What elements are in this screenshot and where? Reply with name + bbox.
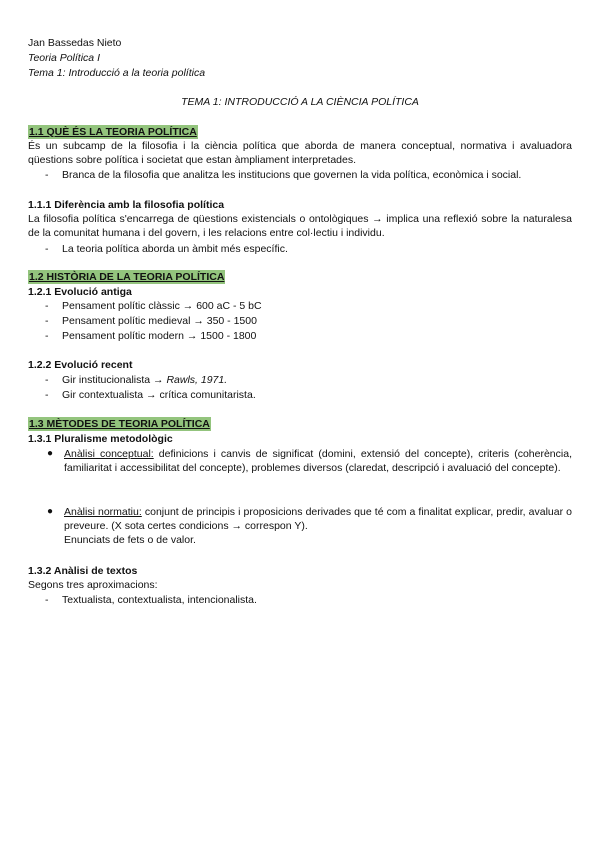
list-item: ● Anàlisi conceptual: definicions i canvis de significat (domini, extensió del concepte), criteris (coherència, familiaritat i accessibilitat del concepte), problemes diversos (claredat, descripció i avaluació del concepte).	[47, 448, 572, 474]
list-item: ● Anàlisi normatiu: conjunt de principis i proposicions derivades que té com a finalitat explicar, predir, avaluar o preveure. (X sota certes condicions → correspon Y). Enunciats de fets o de valor.	[47, 506, 572, 546]
section-1-3-2-intro: Segons tres aproximacions:	[28, 579, 158, 591]
section-1-2-2-heading: 1.2.2 Evolució recent	[28, 359, 133, 371]
dash-marker: -	[45, 169, 49, 181]
document-page: Jan Bassedas Nieto Teoria Política I Tema 1: Introducció a la teoria política TEMA 1: INTRODUCCIÓ A LA CIÈNCIA POLÍTICA 1.1 QUÈ ÉS LA TEORIA POLÍTICA És un subcamp de la filosofia i la ciència política que aborda de manera conceptual, normativa i avaluadora qüestions sobre política i societat que estan àmpliament interpretades. - Branca de la filosofia que analitza les institucions que governen la vida política, econòmica i social. 1.1.1 Diferència amb la filosofia política La filosofia política s'encarrega de qüestions existencials o ontològiques → implica una reflexió sobre la naturalesa de la comunitat humana i del govern, i les relacions entre col·lectiu i individu. - La teoria política aborda un àmbit més específic. 1.2 HISTÒRIA DE LA TEORIA POLÍTICA 1.2.1 Evolució antiga - Pensament polític clàssic → 600 aC - 5 bC - Pensament polític medieval → 350 - 1500 - Pensament polític modern → 1500 - 1800 1.2.2 Evolució recent - Gir institucionalista → Rawls, 1971. - Gir contextualista → crítica comunitarista. 1.3 MÈTODES DE TEORIA POLÍTICA 1.3.1 Pluralisme metodològic ● Anàlisi conceptual: definicions i canvis de significat (domini, extensió del concepte), criteris (coherència, familiaritat i accessibilitat del concepte), problemes diversos (claredat, descripció i avaluació del concepte). ● Anàlisi normatiu: conjunt de principis i proposicions derivades que té com a finalitat explicar, predir, avaluar o preveure. (X sota certes condicions → correspon Y). Enunciats de fets o de valor. 1.3.2 Anàlisi de textos Segons tres aproximacions: - Textualista, contextualista, intencionalista.	[0, 0, 600, 848]
section-1-3-1-heading: 1.3.1 Pluralisme metodològic	[28, 433, 173, 445]
section-1-2-1-heading: 1.2.1 Evolució antiga	[28, 286, 132, 298]
course-name: Teoria Política I	[28, 52, 100, 64]
section-1-2-heading: 1.2 HISTÒRIA DE LA TEORIA POLÍTICA	[29, 271, 225, 283]
dash-marker: -	[45, 243, 49, 255]
section-1-1-heading: 1.1 QUÈ ÉS LA TEORIA POLÍTICA	[29, 126, 197, 138]
section-1-1-1-heading: 1.1.1 Diferència amb la filosofia política	[28, 199, 225, 211]
bullet-icon: ●	[47, 506, 54, 517]
topic-name: Tema 1: Introducció a la teoria política	[28, 67, 206, 79]
section-1-3-2-heading: 1.3.2 Anàlisi de textos	[28, 565, 138, 577]
section-1-1-paragraph: És un subcamp de la filosofia i la ciència política que aborda de manera conceptual, normativa i avaluadora qüestions sobre política i societat que estan àmpliament interpretades.	[28, 140, 572, 166]
document-title: TEMA 1: INTRODUCCIÓ A LA CIÈNCIA POLÍTICA	[181, 96, 419, 108]
section-1-3-heading: 1.3 MÈTODES DE TEORIA POLÍTICA	[29, 418, 210, 430]
section-1-1-1-paragraph: La filosofia política s'encarrega de qüestions existencials o ontològiques → implica una reflexió sobre la naturalesa de la comunitat humana i del govern, i les relacions entre col·lectiu i individu.	[28, 213, 572, 239]
bullet-icon: ●	[47, 448, 54, 459]
author-name: Jan Bassedas Nieto	[28, 37, 122, 49]
document-header	[28, 36, 572, 81]
